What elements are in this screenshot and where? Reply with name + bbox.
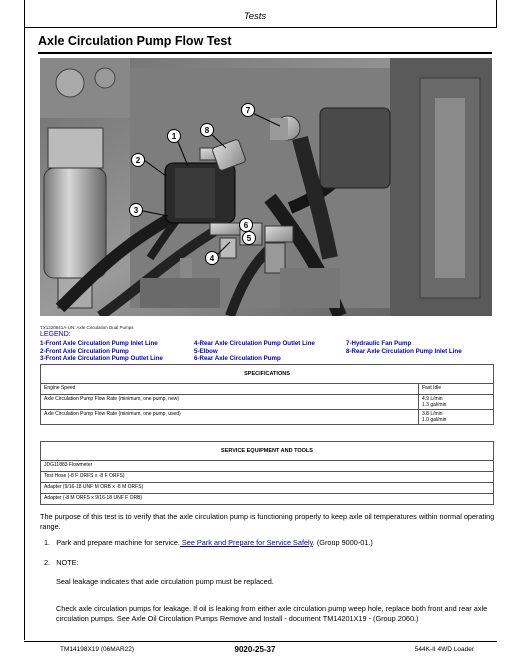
legend-item: 3-Front Axle Circulation Pump Outlet Line — [40, 355, 163, 362]
check-paragraph: Check axle circulation pumps for leakage. If oil is leaking from either axle circulation pump weep hole, replace both front and rear axle circulation pumps. See Axle Oil Circulation Pumps Remove and Install - document TM14201X19 - (Group 2060.) — [56, 604, 488, 623]
specifications-title: SPECIFICATIONS — [41, 365, 494, 384]
svg-text:6: 6 — [243, 221, 249, 230]
pump-photo — [40, 58, 492, 316]
purpose-paragraph: The purpose of this test is to verify that the axle circulation pump is functioning properly to keep axle oil temperatures within normal operating range. — [40, 512, 495, 531]
callout-3 — [130, 204, 143, 217]
legend-item: 5-Elbow — [194, 347, 218, 355]
legend-item: 8-Rear Axle Circulation Pump Inlet Line — [346, 347, 462, 355]
svg-text:1: 1 — [171, 132, 177, 141]
callout-8 — [201, 124, 214, 137]
svg-text:4: 4 — [209, 254, 215, 263]
table-row: Adapter (-8 M ORFS x 9/16-18 UNF F ORB) — [41, 494, 494, 505]
footer-rule — [24, 641, 497, 642]
page-header-title: Tests — [243, 11, 267, 22]
specifications-table — [40, 364, 494, 425]
page-frame-left — [24, 0, 25, 640]
legend-column-1 — [40, 340, 163, 363]
table-row: Test Hose (-8 F ORFS x -8 F ORFS) — [41, 472, 494, 483]
callout-6 — [240, 219, 253, 232]
service-equipment-title: SERVICE EQUIPMENT AND TOOLS — [41, 442, 494, 461]
callout-2 — [132, 154, 145, 167]
legend-column-2 — [194, 340, 315, 363]
legend-item: 2-Front Axle Circulation Pump — [40, 347, 129, 355]
step-2: 2. NOTE: — [44, 558, 79, 567]
service-equipment-table — [40, 441, 494, 505]
legend-title: LEGEND: — [40, 331, 71, 338]
note-text: Seal leakage indicates that axle circulation pump must be replaced. — [56, 577, 274, 586]
table-row: Engine Speed Fast Idle — [41, 384, 494, 395]
title-rule — [38, 52, 492, 54]
callout-4 — [206, 252, 219, 265]
svg-text:7: 7 — [245, 106, 251, 115]
legend-item: 1-Front Axle Circulation Pump Inlet Line — [40, 340, 158, 347]
park-prepare-link[interactable]: See Park and Prepare for Service Safely — [179, 538, 313, 547]
section-title: Axle Circulation Pump Flow Test — [38, 34, 232, 48]
table-row: Adapter (9/16-18 UNF M ORB x -8 M ORFS) — [41, 483, 494, 494]
callout-1 — [168, 130, 181, 143]
callout-7 — [242, 104, 255, 117]
legend-item: 6-Rear Axle Circulation Pump — [194, 355, 281, 362]
step-1: 1. Park and prepare machine for service. See Park and Prepare for Service Safely. (Group 9000-01.) — [44, 538, 373, 547]
callout-5 — [243, 232, 256, 245]
legend-item: 7-Hydraulic Fan Pump — [346, 340, 412, 347]
svg-text:5: 5 — [246, 234, 252, 243]
figure-id: TX1220641A-UN: Axle Circulation Dual Pumps — [40, 325, 134, 330]
header-rule — [24, 27, 497, 28]
svg-text:8: 8 — [204, 126, 210, 135]
legend-item: 4-Rear Axle Circulation Pump Outlet Line — [194, 340, 315, 347]
table-row: Axle Circulation Pump Flow Rate (minimum, one pump, new) 4.9 L/min 1.3 gal/min — [41, 395, 494, 410]
legend-column-3 — [346, 340, 462, 355]
footer-doc-id: TM14198X19 (06MAR22) — [60, 646, 135, 653]
table-row: Axle Circulation Pump Flow Rate (minimum, one pump, used) 3.8 L/min 1.0 gal/min — [41, 410, 494, 425]
table-row: JDG11883 Flowmeter — [41, 461, 494, 472]
svg-text:3: 3 — [133, 206, 139, 215]
footer-page-number: 9020-25-37 — [234, 645, 276, 654]
svg-text:2: 2 — [135, 156, 141, 165]
footer-model: 544K-II 4WD Loader — [414, 646, 474, 653]
